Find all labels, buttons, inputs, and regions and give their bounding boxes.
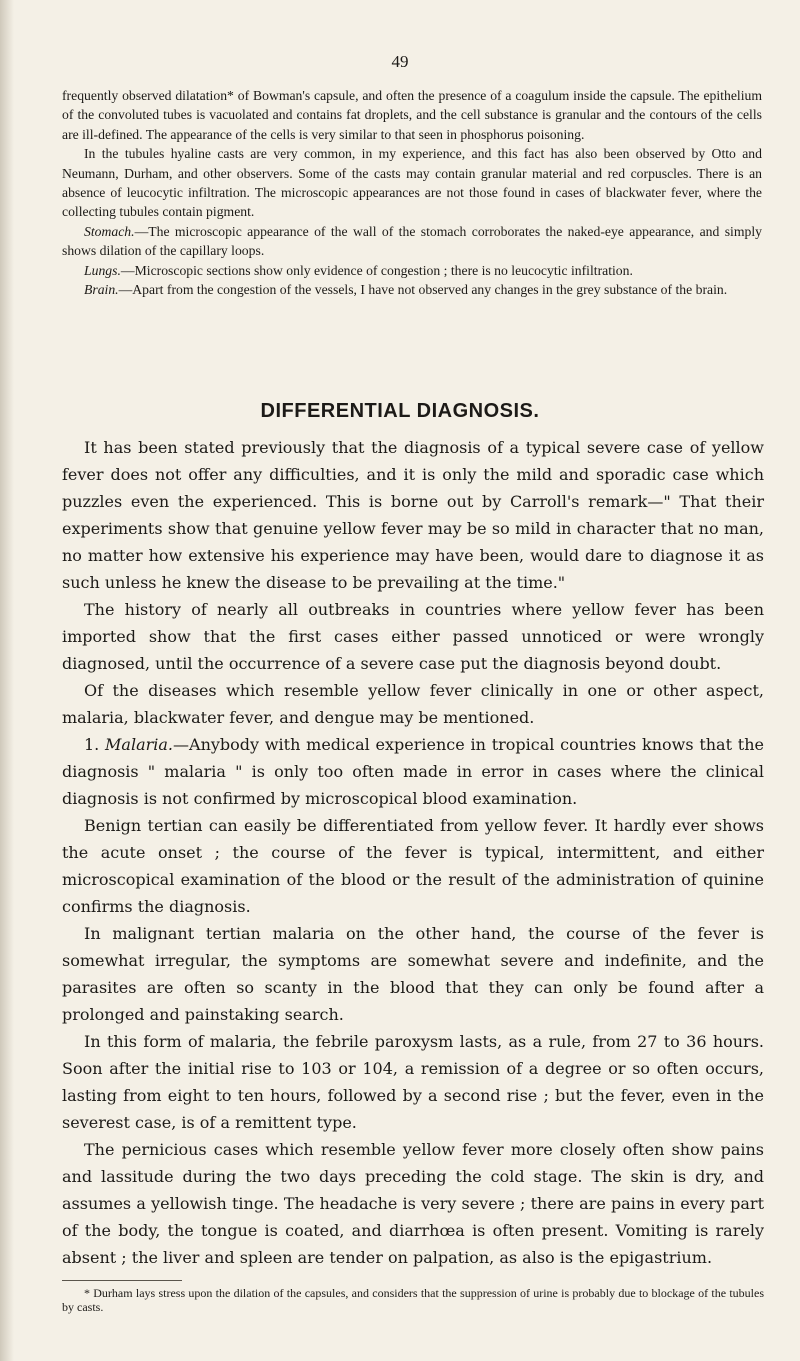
page-number: 49 [391,52,409,71]
tubules-paragraph: In the tubules hyaline casts are very common, in my experience, and this fact has also been observed by Otto and Neumann, Durham, and other observers. Some of the casts may contain granular material and red corpuscles. There is an absence of leucocytic infiltration. The microscopic appearances are not those found in cases of blackwater fever, where the collecting tubules contain pigment. [62,146,762,220]
body-paragraph-intro: It has been stated previously that the diagnosis of a typical severe case of yellow fever does not offer any difficulties, and it is only the mild and sporadic case which puzzles even the experienced. This is borne out by Carroll's remark—" That their experiments show that genuine yellow fever may be so mild in character that no man, no matter how extensive his experience may have been, would dare to diagnose it as such unless he knew the disease to be prevailing at the time." [62,438,764,592]
brain-text: —Apart from the congestion of the vessels, I have not observed any changes in the grey substance of the brain. [118,282,728,298]
body-paragraph-pernicious: The pernicious cases which resemble yellow fever more closely often show pains and lassitude during the two days preceding the cold stage. The skin is dry, and assumes a yellowish tinge. The headache is very severe ; there are pains in every part of the body, the tongue is coated, and diarrhœa is often present. Vomiting is rarely absent ; the liver and spleen are tender on palpation, as also is the epigastrium. [62,1140,764,1267]
footnote-text: * Durham lays stress upon the dilation of the capsules, and considers that the suppression of urine is probably due to blockage of the tubules by casts. [62,1286,764,1314]
brain-paragraph [62,280,762,299]
footnote-rule [62,1280,182,1281]
body-paragraph-malaria [62,731,764,812]
differential-diagnosis-body [62,434,764,1271]
body-paragraph-history: The history of nearly all outbreaks in countries where yellow fever has been imported show that the first cases either passed unnoticed or were wrongly diagnosed, until the occurrence of a severe case put the diagnosis beyond doubt. [62,600,764,673]
stomach-text: —The microscopic appearance of the wall of the stomach corroborates the naked-eye appearance, and simply shows dilation of the capillary loops. [62,223,762,259]
section-heading: DIFFERENTIAL DIAGNOSIS. [260,400,540,422]
stomach-paragraph [62,222,762,261]
lungs-label: Lungs. [84,262,121,278]
body-paragraph-paroxysm: In this form of malaria, the febrile paroxysm lasts, as a rule, from 27 to 36 hours. Soon after the initial rise to 103 or 104, a remission of a degree or so often occurs, lasting from eight to ten hours, followed by a second rise ; but the fever, even in the severest case, is of a remittent type. [62,1032,764,1132]
brain-label: Brain. [84,282,119,298]
body-paragraph-diseases: Of the diseases which resemble yellow fever clinically in one or other aspect, malaria, blackwater fever, and dengue may be mentioned. [62,681,764,727]
malaria-label: Malaria. [105,735,174,754]
malaria-text: —Anybody with medical experience in tropical countries knows that the diagnosis " malaria " is only too often made in error in cases where the clinical diagnosis is not confirmed by microscopical blood examination. [62,735,764,808]
footnote [62,1286,764,1314]
lungs-text: —Microscopic sections show only evidence of congestion ; there is no leucocytic infiltration. [120,262,633,278]
body-paragraph-malignant-tertian: In malignant tertian malaria on the other hand, the course of the fever is somewhat irregular, the symptoms are somewhat severe and indefinite, and the parasites are often so scanty in the blood that they can only be found after a prolonged and painstaking search. [62,924,764,1024]
stomach-label: Stomach. [84,223,135,239]
page-gutter-shadow [0,0,14,1361]
lungs-paragraph [62,261,762,280]
malaria-number: 1. [84,735,106,754]
body-paragraph-benign-tertian: Benign tertian can easily be differentiated from yellow fever. It hardly ever shows the acute onset ; the course of the fever is typical, intermittent, and either microscopical examination of the blood or the result of the administration of quinine confirms the diagnosis. [62,816,764,916]
kidney-paragraph-continued: frequently observed dilatation* of Bowman's capsule, and often the presence of a coagulum inside the capsule. The epithelium of the convoluted tubes is vacuolated and contains fat droplets, and the cell substance is granular and the contours of the cells are ill-defined. The appearance of the cells is very similar to that seen in phosphorus poisoning. [62,88,762,142]
pathology-findings-section [62,86,762,299]
